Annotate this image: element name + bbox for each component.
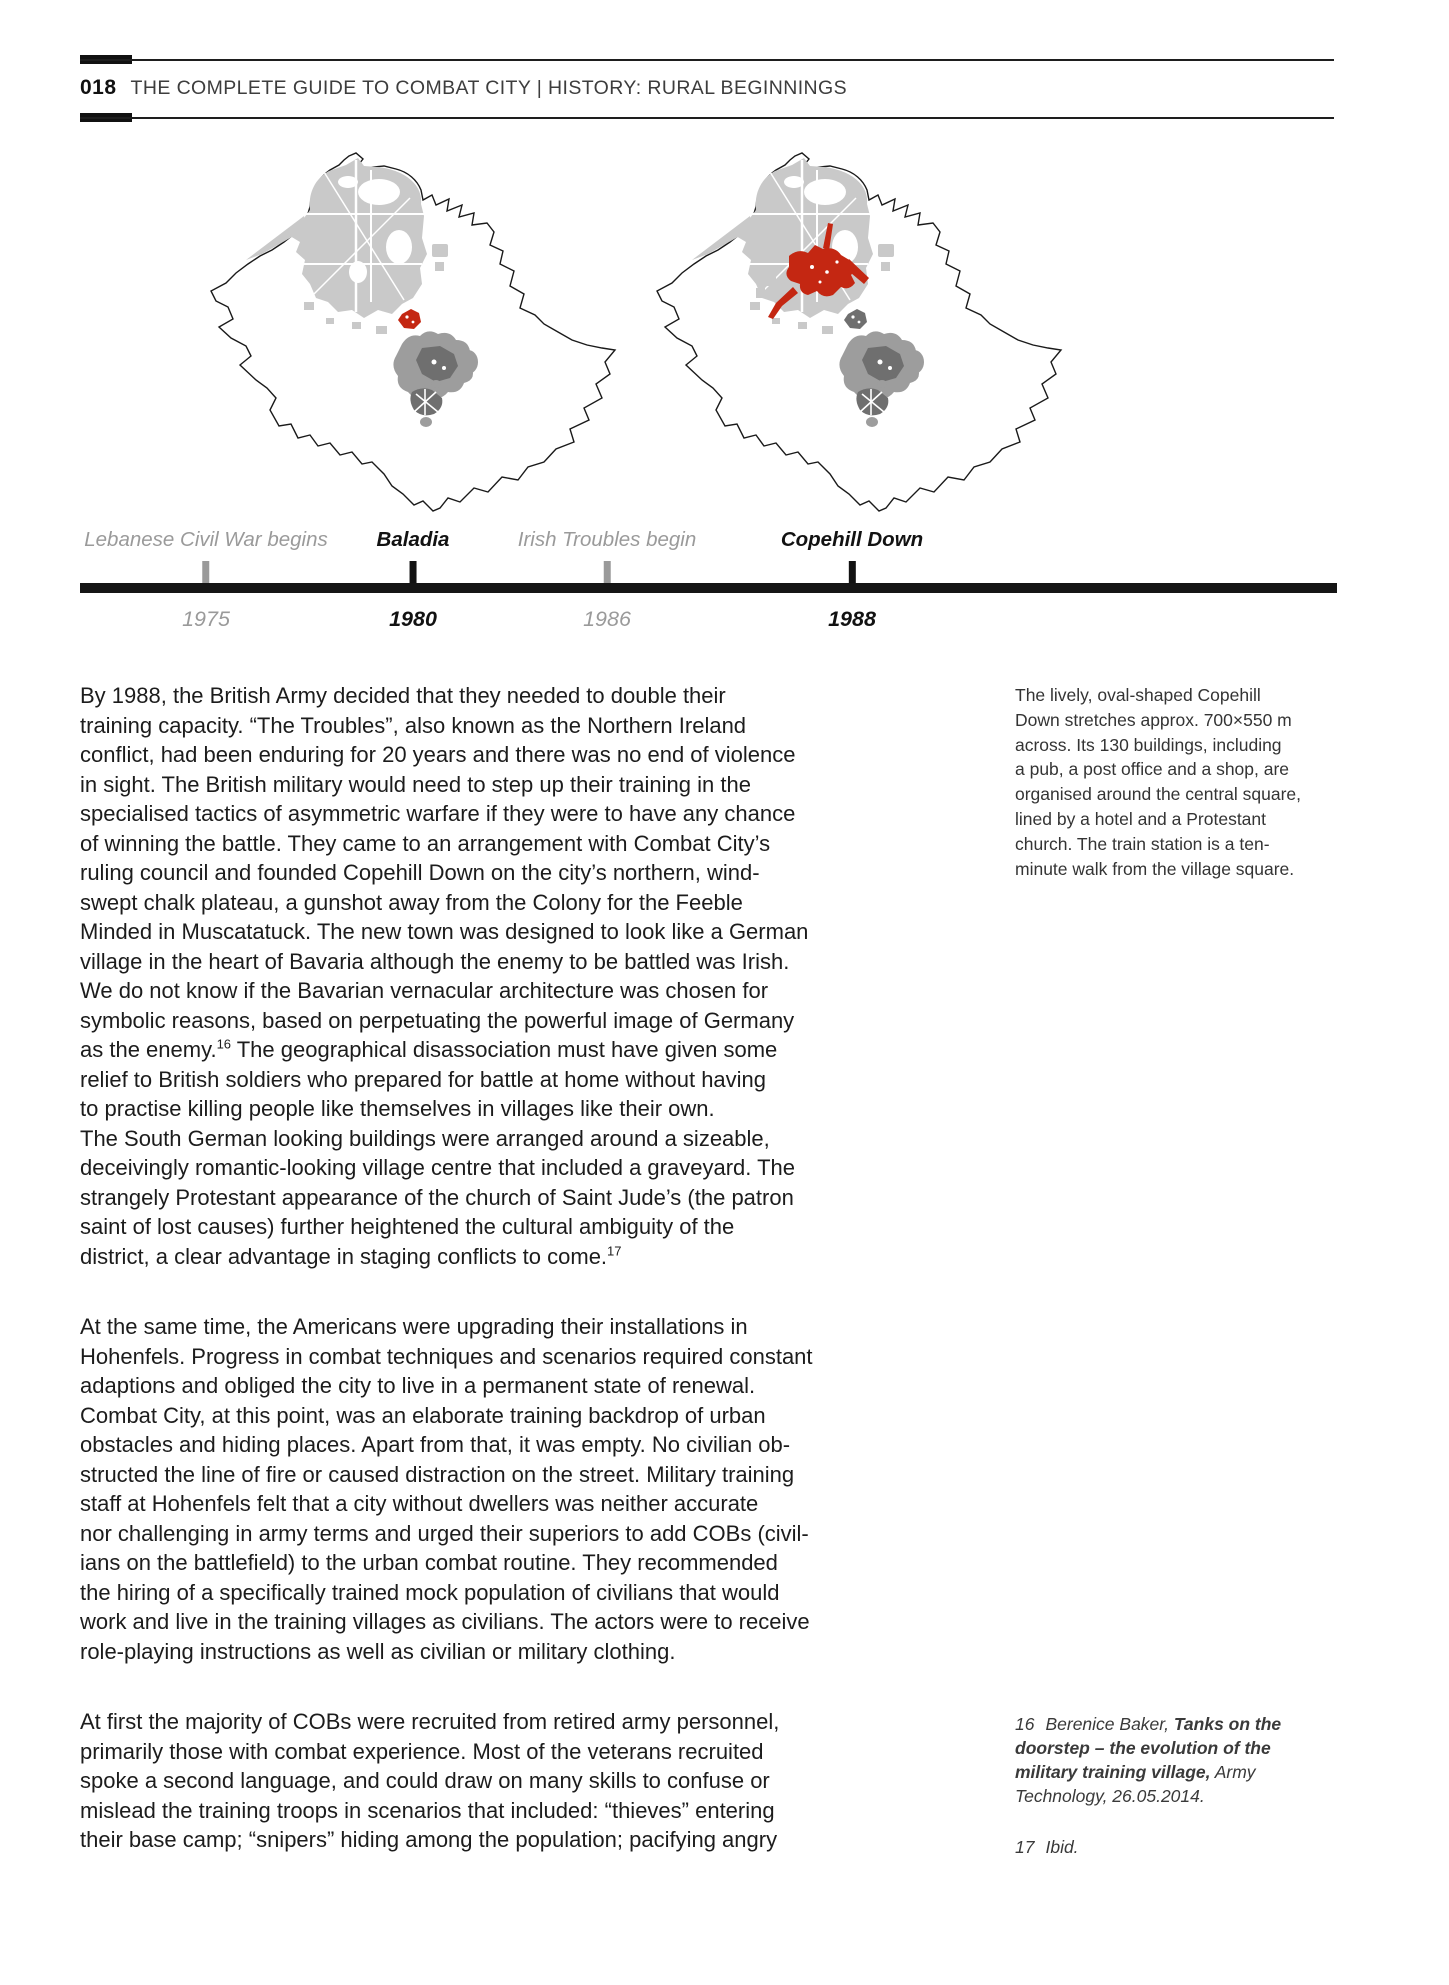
footnotes: [1015, 1712, 1335, 1886]
timeline-event-label: Baladia: [376, 528, 450, 551]
timeline-tick: [603, 561, 610, 583]
text-line: Minded in Muscatatuck. The new town was designed to look like a German: [80, 919, 809, 944]
text-line: saint of lost causes) further heightened the cultural ambiguity of the: [80, 1214, 735, 1239]
timeline-tick: [848, 561, 855, 583]
paragraph: [80, 681, 970, 1271]
text-line: district, a clear advantage in staging conflicts to come.$^{17}$: [80, 1243, 622, 1269]
text-line: Combat City, at this point, was an elaborate training backdrop of urban: [80, 1402, 766, 1428]
text-line: to practise killing people like themselves in villages like their own.: [80, 1096, 715, 1121]
text-line: By 1988, the British Army decided that they needed to double their: [80, 683, 726, 708]
footnote-ref: 17: [607, 1243, 622, 1259]
text-line: the hiring of a specifically trained mock population of civilians that would: [80, 1579, 780, 1605]
text-line: in sight. The British military would need to step up their training in the: [80, 771, 751, 797]
timeline-event-year: 1986: [583, 607, 631, 631]
text-line: of winning the battle. They came to an arrangement with Combat City’s: [80, 830, 771, 856]
text-line: nor challenging in army terms and urged their superiors to add COBs (civil-: [80, 1520, 809, 1546]
article-body: [80, 681, 970, 1896]
text-line: At first the majority of COBs were recruited from retired army personnel,: [80, 1709, 780, 1734]
footnote-text: Berenice Baker,: [1045, 1714, 1174, 1734]
margin-note-line: Down stretches approx. 700×550 m: [1015, 709, 1292, 730]
timeline: [0, 528, 1449, 646]
footnote-number: 16: [1015, 1714, 1035, 1734]
timeline-event-baladia: [377, 528, 450, 632]
timeline-event-year: 1988: [828, 607, 876, 631]
timeline-tick: [409, 561, 416, 583]
margin-note-line: church. The train station is a ten-: [1015, 833, 1270, 854]
footnote-17: [1015, 1835, 1335, 1859]
text-line: ians on the battlefield) to the urban combat routine. They recommended: [80, 1550, 778, 1575]
text-line: strangely Protestant appearance of the church of Saint Jude’s (the patron: [80, 1184, 794, 1210]
footnote-text: Tanks on the doorstep – the evolution of the military training village,: [1015, 1714, 1282, 1782]
margin-note-line: a pub, a post office and a shop, are: [1015, 759, 1290, 780]
text-line: swept chalk plateau, a gunshot away from the Colony for the Feeble: [80, 889, 743, 915]
margin-note-line: across. Its 130 buildings, including: [1015, 734, 1282, 755]
text-line: village in the heart of Bavaria although the enemy to be battled was Irish.: [80, 948, 790, 974]
text-line: staff at Hohenfels felt that a city without dwellers was neither accurate: [80, 1491, 759, 1516]
text-line: At the same time, the Americans were upgrading their installations in: [80, 1314, 748, 1339]
margin-note-line: minute walk from the village square.: [1015, 858, 1295, 879]
text-line: primarily those with combat experience. Most of the veterans recruited: [80, 1738, 764, 1764]
paragraph: [80, 1312, 970, 1666]
footnote-16: [1015, 1712, 1335, 1808]
text-line: symbolic reasons, based on perpetuating the powerful image of Germany: [80, 1007, 795, 1033]
text-line: relief to British soldiers who prepared for battle at home without having: [80, 1066, 767, 1092]
map-baladia-1980: [206, 152, 642, 518]
text-line: ruling council and founded Copehill Down on the city’s northern, wind-: [80, 860, 760, 885]
margin-note-line: organised around the central square,: [1015, 784, 1302, 805]
text-line: We do not know if the Bavarian vernacular architecture was chosen for: [80, 978, 769, 1003]
text-line: spoke a second language, and could draw on many skills to confuse or: [80, 1768, 770, 1793]
paragraph: [80, 1707, 970, 1855]
header-rule-top: [80, 59, 1334, 61]
timeline-event-label: Irish Troubles begin: [517, 528, 697, 551]
text-line: obstacles and hiding places. Apart from that, it was empty. No civilian ob-: [80, 1432, 791, 1457]
page-number: 018: [80, 76, 117, 99]
text-line: mislead the training troops in scenarios that included: “thieves” entering: [80, 1797, 775, 1823]
page-header: [80, 76, 847, 100]
text-line: as the enemy.$^{16}$ The geographical disassociation must have given some: [80, 1036, 778, 1062]
margin-note: [1015, 683, 1355, 881]
text-line: work and live in the training villages as civilians. The actors were to receive: [80, 1609, 810, 1634]
text-line: role-playing instructions as well as civilian or military clothing.: [80, 1638, 676, 1664]
map-copehill-down-1988: [652, 152, 1088, 518]
text-line: specialised tactics of asymmetric warfare if they were to have any chance: [80, 801, 796, 826]
timeline-event-lebanese-civil-war-begins: [84, 528, 327, 632]
timeline-event-year: 1980: [389, 607, 437, 631]
text-line: deceivingly romantic-looking village centre that included a graveyard. The: [80, 1155, 795, 1180]
timeline-event-year: 1975: [182, 607, 230, 631]
text-line: structed the line of fire or caused distraction on the street. Military training: [80, 1461, 795, 1487]
header-rule-bottom: [80, 117, 1334, 119]
margin-note-line: The lively, oval-shaped Copehill: [1015, 685, 1261, 705]
footnote-text: Army Technology, 26.05.2014.: [1015, 1762, 1256, 1806]
timeline-event-label: Lebanese Civil War begins: [84, 528, 328, 551]
margin-note-line: lined by a hotel and a Protestant: [1015, 808, 1267, 829]
footnote-text: Ibid.: [1045, 1837, 1079, 1857]
timeline-event-label: Copehill Down: [780, 528, 924, 551]
text-line: training capacity. “The Troubles”, also known as the Northern Ireland: [80, 712, 747, 738]
text-line: adaptions and obliged the city to live in a permanent state of renewal.: [80, 1373, 756, 1398]
running-header-title: THE COMPLETE GUIDE TO COMBAT CITY | HISTORY: RURAL BEGINNINGS: [130, 77, 847, 99]
text-line: The South German looking buildings were arranged around a sizeable,: [80, 1125, 770, 1151]
footnote-number: 17: [1015, 1837, 1035, 1857]
timeline-event-copehill-down: [781, 528, 923, 632]
text-line: conflict, had been enduring for 20 years and there was no end of violence: [80, 742, 796, 767]
timeline-tick: [202, 561, 209, 583]
footnote-ref: 16: [216, 1036, 232, 1052]
text-line: their base camp; “snipers” hiding among the population; pacifying angry: [80, 1827, 778, 1852]
text-line: Hohenfels. Progress in combat techniques and scenarios required constant: [80, 1343, 813, 1369]
timeline-event-irish-troubles-begin: [518, 528, 697, 632]
